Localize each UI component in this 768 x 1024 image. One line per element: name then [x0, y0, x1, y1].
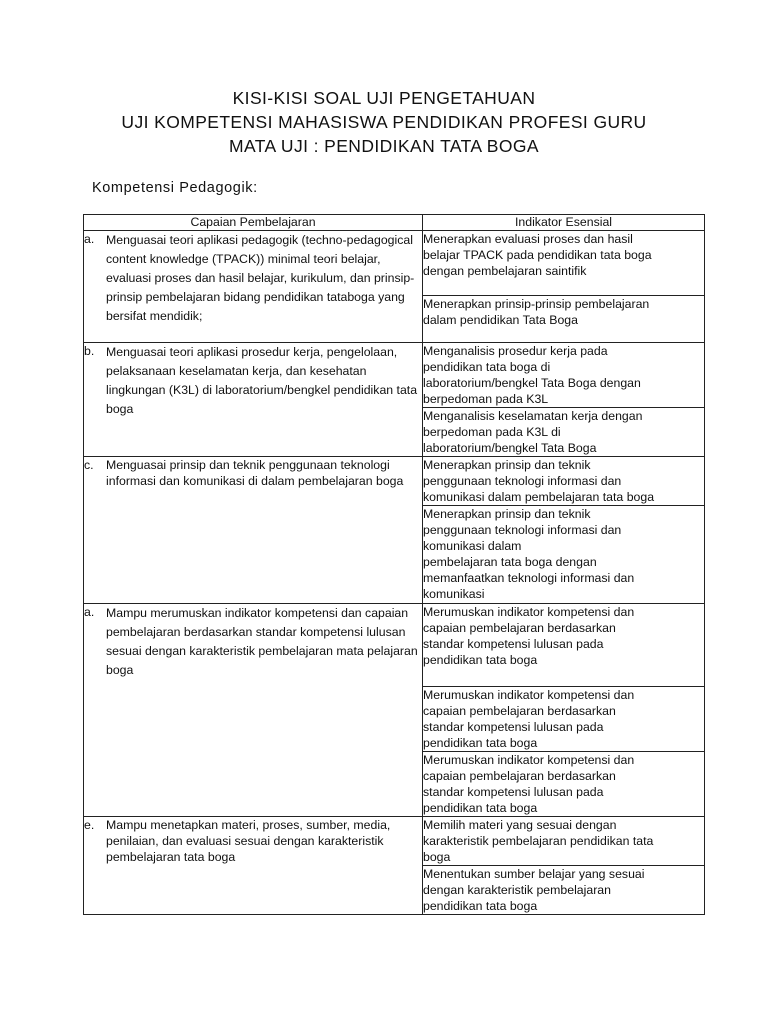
indikator-cell: Menerapkan evaluasi proses dan hasil belajar TPACK pada pendidikan tata boga dengan pembelajaran saintifik	[423, 231, 705, 296]
table-row	[84, 817, 705, 866]
capaian-text: Menguasai teori aplikasi pedagogik (techno-pedagogical content knowledge (TPACK)) minimal teori belajar, evaluasi proses dan hasil belajar, kurikulum, dan prinsip-prinsip pembelajaran bidang pendidikan tataboga yang bersifat mendidik;	[106, 233, 415, 323]
section-label: Kompetensi Pedagogik:	[92, 180, 258, 196]
title-line-2: UJI KOMPETENSI MAHASISWA PENDIDIKAN PROFESI GURU	[121, 112, 647, 132]
item-marker: b.	[84, 344, 95, 358]
table-row	[84, 231, 705, 296]
header-indikator: Indikator Esensial	[423, 215, 705, 231]
item-marker: a.	[84, 605, 95, 619]
capaian-cell	[84, 817, 423, 915]
capaian-text: Menguasai teori aplikasi prosedur kerja, pengelolaan, pelaksanaan keselamatan kerja, dan kesehatan lingkungan (K3L) di laboratorium/bengkel pendidikan tata boga	[106, 345, 418, 416]
capaian-cell	[84, 604, 423, 817]
indikator-cell: Menerapkan prinsip-prinsip pembelajaran dalam pendidikan Tata Boga	[423, 296, 705, 343]
table-row	[84, 343, 705, 408]
indikator-cell: Menentukan sumber belajar yang sesuai dengan karakteristik pembelajaran pendidikan tata boga	[423, 866, 705, 915]
indikator-cell: Menerapkan prinsip dan teknik penggunaan teknologi informasi dan komunikasi dalam pembelajaran tata boga dengan memanfaatkan teknologi informasi dan komunikasi	[423, 506, 705, 604]
capaian-text: Mampu menetapkan materi, proses, sumber, media, penilaian, dan evaluasi sesuai dengan karakteristik pembelajaran tata boga	[106, 818, 391, 864]
document-title	[0, 86, 768, 158]
table-row	[84, 457, 705, 506]
item-marker: a.	[84, 232, 95, 246]
capaian-cell	[84, 343, 423, 457]
indikator-cell: Menganalisis prosedur kerja pada pendidikan tata boga di laboratorium/bengkel Tata Boga dengan berpedoman pada K3L	[423, 343, 705, 408]
indikator-cell: Memilih materi yang sesuai dengan karakteristik pembelajaran pendidikan tata boga	[423, 817, 705, 866]
indikator-cell: Merumuskan indikator kompetensi dan capaian pembelajaran berdasarkan standar kompetensi lulusan pada pendidikan tata boga	[423, 752, 705, 817]
title-line-3: MATA UJI : PENDIDIKAN TATA BOGA	[229, 136, 539, 156]
indikator-cell: Menganalisis keselamatan kerja dengan berpedoman pada K3L di laboratorium/bengkel Tata Boga	[423, 408, 705, 457]
item-marker: c.	[84, 458, 94, 472]
competency-table	[83, 214, 705, 915]
table-row	[84, 604, 705, 687]
capaian-cell	[84, 231, 423, 343]
header-capaian: Capaian Pembelajaran	[84, 215, 423, 231]
indikator-cell: Merumuskan indikator kompetensi dan capaian pembelajaran berdasarkan standar kompetensi lulusan pada pendidikan tata boga	[423, 687, 705, 752]
indikator-cell: Merumuskan indikator kompetensi dan capaian pembelajaran berdasarkan standar kompetensi lulusan pada pendidikan tata boga	[423, 604, 705, 687]
capaian-cell	[84, 457, 423, 604]
capaian-text: Mampu merumuskan indikator kompetensi dan capaian pembelajaran berdasarkan standar kompetensi lulusan sesuai dengan karakteristik pembelajaran mata pelajaran boga	[106, 606, 418, 677]
indikator-cell: Menerapkan prinsip dan teknik penggunaan teknologi informasi dan komunikasi dalam pembelajaran tata boga	[423, 457, 705, 506]
capaian-text: Menguasai prinsip dan teknik penggunaan teknologi informasi dan komunikasi di dalam pembelajaran boga	[106, 458, 404, 488]
table-header-row	[84, 215, 705, 231]
title-line-1: KISI-KISI SOAL UJI PENGETAHUAN	[232, 88, 536, 108]
item-marker: e.	[84, 818, 95, 832]
